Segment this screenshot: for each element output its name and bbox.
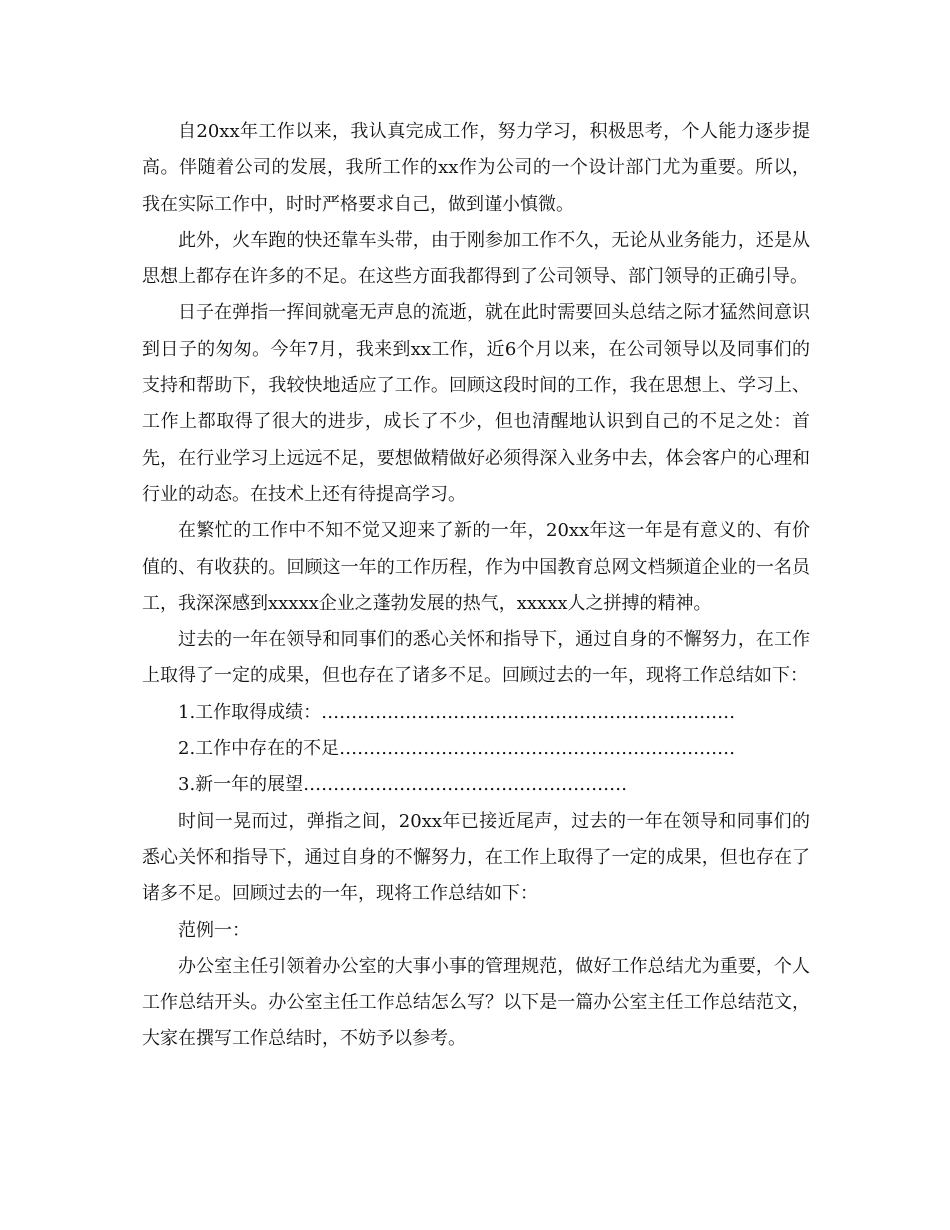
list-item-achievements: 1.工作取得成绩：…………………………………………………………… bbox=[178, 701, 736, 723]
list-item-outlook: 3.新一年的展望……………………………………………… bbox=[178, 774, 628, 796]
paragraph-summary-lead: 过去的一年在领导和同事们的悉心关怀和指导下，通过自身的不懈努力，在工作上取得了一定的成果，但也存在了诸多不足。回顾过去的一年，现将工作总结如下： bbox=[142, 629, 810, 687]
paragraph-final: 办公室主任引领着办公室的大事小事的管理规范，做好工作总结尤为重要，个人工作总结开头。办公室主任工作总结怎么写？以下是一篇办公室主任工作总结范文，大家在撰写工作总结时，不妨予以参考。 bbox=[142, 955, 810, 1050]
paragraph-reflection: 日子在弹指一挥间就毫无声息的流逝，就在此时需要回头总结之际才猛然间意识到日子的匆匆。今年7月，我来到xx工作，近6个月以来，在公司领导以及同事们的支持和帮助下，我较快地适应了工作。回顾这段时间的工作，我在思想上、学习上、工作上都取得了很大的进步，成长了不少，但也清醒地认识到自己的不足之处：首先，在行业学习上远远不足，要想做精做好必须得深入业务中去，体会客户的心理和行业的动态。在技术上还有待提高学习。 bbox=[142, 302, 810, 505]
list-item-shortcomings: 2.工作中存在的不足………………………………………………………… bbox=[178, 738, 736, 760]
paragraph-intro: 自20xx年工作以来，我认真完成工作，努力学习，积极思考，个人能力逐步提高。伴随着公司的发展，我所工作的xx作为公司的一个设计部门尤为重要。所以，我在实际工作中，时时严格要求自己，做到谨小慎微。 bbox=[142, 121, 810, 215]
paragraph-guidance: 此外，火车跑的快还靠车头带，由于刚参加工作不久，无论从业务能力，还是从思想上都存在许多的不足。在这些方面我都得到了公司领导、部门领导的正确引导。 bbox=[142, 229, 810, 288]
paragraph-closing: 时间一晃而过，弹指之间，20xx年已接近尾声，过去的一年在领导和同事们的悉心关怀和指导下，通过自身的不懈努力，在工作上取得了一定的成果，但也存在了诸多不足。回顾过去的一年，现将工作总结如下： bbox=[142, 810, 810, 905]
document-body bbox=[142, 114, 810, 1058]
paragraph-new-year: 在繁忙的工作中不知不觉又迎来了新的一年，20xx年这一年是有意义的、有价值的、有收获的。回顾这一年的工作历程，作为中国教育总网文档频道企业的一名员工，我深深感到xxxxx企业之蓬勃发展的热气，xxxxx人之拼搏的精神。 bbox=[142, 520, 810, 614]
example-label: 范例一： bbox=[178, 919, 250, 941]
